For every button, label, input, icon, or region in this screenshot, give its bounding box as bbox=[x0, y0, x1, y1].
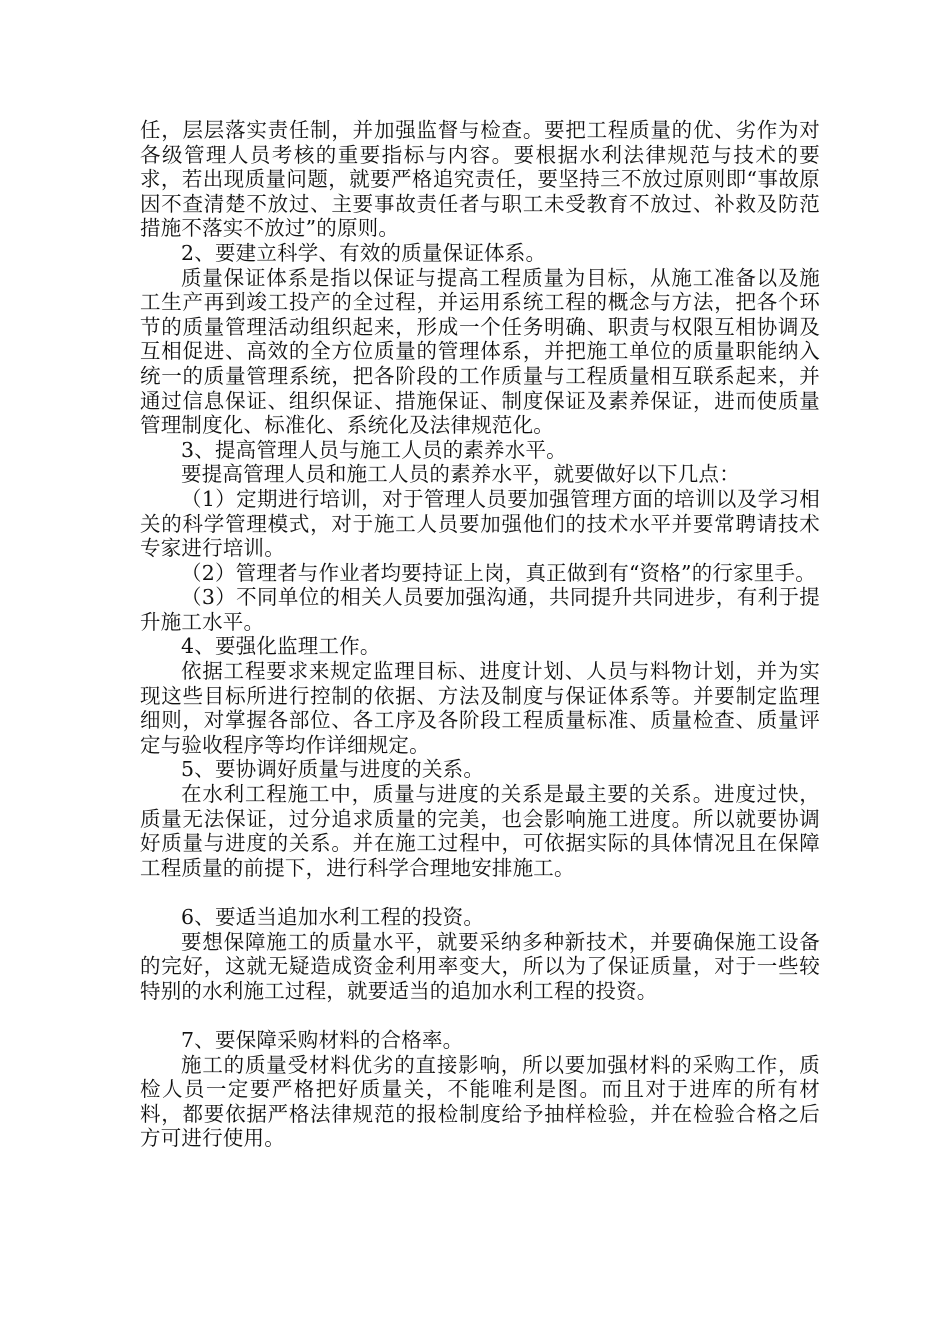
paragraph-supervision: 依据工程要求来规定监理目标、进度计划、人员与料物计划，并为实现这些目标所进行控制的依据、方法及制度与保证体系等。并要制定监理细则，对掌握各部位、各工序及各阶段工程质量标准、质量检查、质量评定与验收程序等均作详细规定。 bbox=[140, 659, 820, 757]
heading-supervision: 4、要强化监理工作。 bbox=[181, 634, 381, 659]
paragraph-personnel-intro: 要提高管理人员和施工人员的素养水平，就要做好以下几点： bbox=[181, 462, 740, 487]
heading-quality-progress: 5、要协调好质量与进度的关系。 bbox=[181, 757, 485, 782]
list-item-certification: （2）管理者与作业者均要持证上岗，真正做到有“资格”的行家里手。 bbox=[181, 560, 816, 585]
heading-investment: 6、要适当追加水利工程的投资。 bbox=[181, 905, 485, 929]
paragraph-responsibility: 任，层层落实责任制，并加强监督与检查。要把工程质量的优、劣作为对各级管理人员考核的重要指标与内容。要根据水利法律规范与技术的要求，若出现质量问题，就要严格追究责任，要坚持三不放过原则即“事故原因不查清楚不放过、主要事故责任者与职工未受教育不放过、补救及防范措施不落实不放过”的原则。 bbox=[140, 118, 820, 241]
heading-materials: 7、要保障采购材料的合格率。 bbox=[181, 1027, 464, 1052]
document-body bbox=[140, 118, 820, 1151]
list-item-communication: （3）不同单位的相关人员要加强沟通，共同提升共同进步，有利于提升施工水平。 bbox=[140, 585, 820, 634]
paragraph-materials: 施工的质量受材料优劣的直接影响，所以要加强材料的采购工作，质检人员一定要严格把好质量关，不能唯利是图。而且对于进库的所有材料，都要依据严格法律规范的报检制度给予抽样检验，并在检验合格之后方可进行使用。 bbox=[140, 1052, 820, 1151]
heading-personnel-quality: 3、提高管理人员与施工人员的素养水平。 bbox=[181, 437, 567, 462]
list-item-training: （1）定期进行培训，对于管理人员要加强管理方面的培训以及学习相关的科学管理模式，对于施工人员要加强他们的技术水平并要常聘请技术专家进行培训。 bbox=[140, 486, 820, 561]
heading-quality-system: 2、要建立科学、有效的质量保证体系。 bbox=[181, 240, 547, 265]
paragraph-quality-progress: 在水利工程施工中，质量与进度的关系是最主要的关系。进度过快，质量无法保证，过分追求质量的完美，也会影响施工进度。所以就要协调好质量与进度的关系。并在施工过程中，可依据实际的具体情况且在保障工程质量的前提下，进行科学合理地安排施工。 bbox=[140, 782, 820, 880]
paragraph-investment: 要想保障施工的质量水平，就要采纳多种新技术，并要确保施工设备的完好，这就无疑造成资金利用率变大，所以为了保证质量，对于一些较特别的水利施工过程，就要适当的追加水利工程的投资。 bbox=[140, 929, 820, 1003]
paragraph-quality-system: 质量保证体系是指以保证与提高工程质量为目标，从施工准备以及施工生产再到竣工投产的全过程，并运用系统工程的概念与方法，把各个环节的质量管理活动组织起来，形成一个任务明确、职责与权限互相协调及互相促进、高效的全方位质量的管理体系，并把施工单位的质量职能纳入统一的质量管理系统，把各阶段的工作质量与工程质量相互联系起来，并通过信息保证、组织保证、措施保证、制度保证及素养保证，进而使质量管理制度化、标准化、系统化及法律规范化。 bbox=[140, 265, 820, 438]
